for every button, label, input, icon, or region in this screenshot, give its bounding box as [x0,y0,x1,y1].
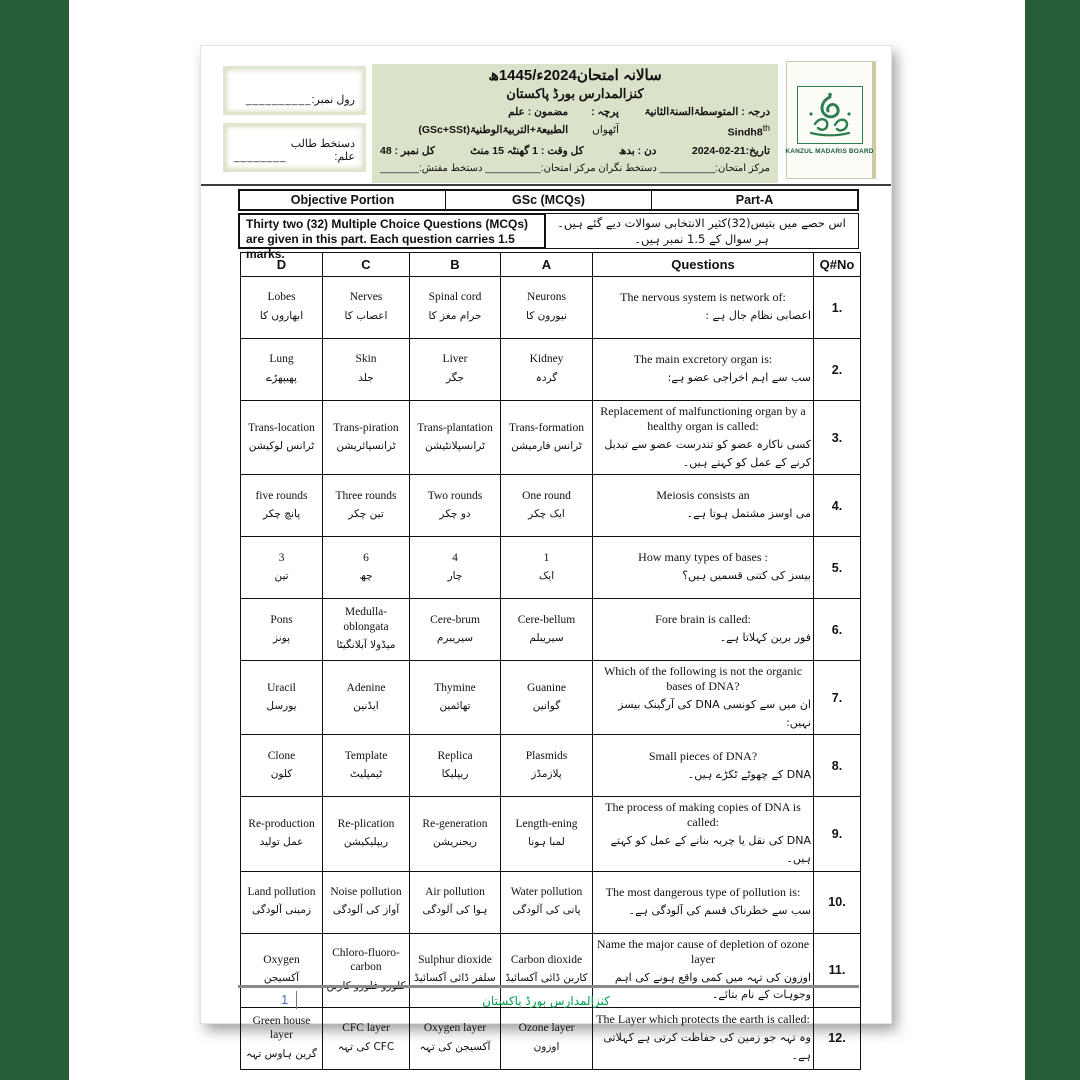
column-header-questions: Questions [593,253,814,277]
question-cell: The nervous system is network of: اعصابی نظام جال ہے : [593,277,814,339]
mcq-row [241,339,861,401]
option-a-cell: Water pollution پانی کی آلودگی [501,871,593,933]
option-c-cell: CFC layer CFC کی تہہ [323,1007,410,1069]
option-d-cell: Lobes ابھاروں کا [241,277,323,339]
mcq-row [241,475,861,537]
option-a-cell: One round ایک چکر [501,475,593,537]
column-header-b: B [410,253,501,277]
question-cell: Which of the following is not the organic bases of DNA? ان میں سے کونسی DNA کی آرگینک بیسز نہیں: [593,661,814,735]
student-signature-label: دستخط طالب علم: [290,138,355,163]
exam-schedule-line: تاریخ:21-02-2024 دن : بدھ کل وقت : 1 گھنٹہ 15 منٹ کل نمبر : 48 [380,144,770,157]
question-cell: The Layer which protects the earth is called: وہ تہہ جو زمین کی حفاظت کرتی ہے کہلاتی ہے۔ [593,1007,814,1069]
mcq-table [240,252,861,1070]
objective-portion-cell: Objective Portion [290,193,395,207]
option-b-cell: Liver جگر [410,339,501,401]
option-d-cell: Green house layer گرین ہاوس تہہ [241,1007,323,1069]
question-cell: The most dangerous type of pollution is: سب سے خطرناک قسم کی آلودگی ہے۔ [593,871,814,933]
option-d-cell: Re-production عمل تولید [241,797,323,871]
mcq-row [241,871,861,933]
option-a-cell: Cere-bellum سیریبلم [501,599,593,661]
question-cell: Meiosis consists an می اوسز مشتمل ہوتا ہے۔ [593,475,814,537]
option-c-cell: Noise pollution آواز کی آلودگی [323,871,410,933]
question-cell: Replacement of malfunctioning organ by a healthy organ is called: کسی ناکارہ عضو کو تندرست عضو سے تبدیل کرنے کے عمل کو کہتے ہیں۔ [593,401,814,475]
option-b-cell: Replica ریپلیکا [410,735,501,797]
roll-number-label: رول نمبر: [311,94,355,106]
mcq-row [241,797,861,871]
board-logo-text: KANZUL MADARIS BOARD [785,147,874,155]
mcq-header-row [241,253,861,277]
board-name-title: کنزالمدارس بورڈ پاکستان [506,85,644,101]
option-d-cell: five rounds پانچ چکر [241,475,323,537]
option-a-cell: Ozone layer اوزون [501,1007,593,1069]
option-b-cell: Cere-brum سیریبرم [410,599,501,661]
question-cell: Fore brain is called: فور برین کہلاتا ہے۔ [593,599,814,661]
option-d-cell: Clone کلون [241,735,323,797]
question-number-cell: 7. [814,661,861,735]
option-b-cell: Sulphur dioxide سلفر ڈائی آکسائیڈ [410,933,501,1007]
option-c-cell: 6 چھ [323,537,410,599]
option-b-cell: Trans-plantation ٹرانسپلانٹیشن [410,401,501,475]
exam-header-box [372,64,778,183]
question-cell: Name the major cause of depletion of ozone layer اوزون کی تہہ میں کمی واقع ہونے کی اہم وجوہات کے نام بتائے۔ [593,933,814,1007]
exam-title: سالانہ امتحان2024ء/1445ھ [488,67,662,84]
option-a-cell: Length-ening لمبا ہونا [501,797,593,871]
student-signature-box [223,123,366,172]
option-d-cell: Land pollution زمینی آلودگی [241,871,323,933]
option-a-cell: Neurons نیورون کا [501,277,593,339]
question-number-cell: 9. [814,797,861,871]
question-cell: Small pieces of DNA? DNA کے چھوٹے ٹکڑے ہیں۔ [593,735,814,797]
question-number-cell: 1. [814,277,861,339]
page-number: 1 [281,992,289,1007]
board-logo [786,61,876,179]
objective-bar [238,189,859,211]
option-d-cell: 3 تین [241,537,323,599]
option-b-cell: Oxygen layer آکسیجن کی تہہ [410,1007,501,1069]
option-c-cell: Three rounds تین چکر [323,475,410,537]
option-a-cell: Kidney گردہ [501,339,593,401]
column-header-a: A [501,253,593,277]
question-number-cell: 5. [814,537,861,599]
instruction-english: Thirty two (32) Multiple Choice Questions (MCQs) are given in this part. Each question carries 1.5 marks. [238,213,546,249]
question-cell: The process of making copies of DNA is called: DNA کی نقل یا چربہ بنانے کے عمل کو کہتے ہیں۔ [593,797,814,871]
option-b-cell: Thymine تھائمین [410,661,501,735]
student-signature-blank: ________ [234,152,287,163]
part-a-cell: Part-A [651,191,857,209]
option-b-cell: Two rounds دو چکر [410,475,501,537]
question-number-cell: 6. [814,599,861,661]
option-c-cell: Re-plication ریپلیکیشن [323,797,410,871]
instruction-urdu: اس حصے میں بتیس(32)کثیر الانتخابی سوالات دیے گئے ہیں۔ ہر سوال کے 1.5 نمبر ہیں۔ [557,215,846,246]
column-header-c: C [323,253,410,277]
footer-divider [238,985,859,988]
option-a-cell: Guanine گوانین [501,661,593,735]
option-d-cell: Uracil یورسل [241,661,323,735]
option-d-cell: Lung پھیپھڑے [241,339,323,401]
left-green-bar [0,0,69,1080]
question-number-cell: 8. [814,735,861,797]
option-b-cell: Air pollution ہوا کی آلودگی [410,871,501,933]
logo-frame [797,86,863,144]
option-d-cell: Pons پونز [241,599,323,661]
option-c-cell: Template ٹیمپلیٹ [323,735,410,797]
question-cell: How many types of bases : بیسز کی کتنی قسمیں ہیں؟ [593,537,814,599]
option-c-cell: Medulla-oblongata میڈولا آبلانگیٹا [323,599,410,661]
option-c-cell: Chloro-fluoro-carbon [323,933,410,1007]
instruction-box [238,213,859,261]
mcq-row [241,735,861,797]
option-a-cell: 1 ایک [501,537,593,599]
mcq-row [241,1007,861,1069]
exam-paper-page [200,45,892,1062]
option-b-cell: 4 چار [410,537,501,599]
question-number-cell: 4. [814,475,861,537]
column-header-qno: Q#No [814,253,861,277]
question-cell: The main excretory organ is: سب سے اہم اخراجی عضو ہے: [593,339,814,401]
option-a-cell: Trans-formation ٹرانس فارمیشن [501,401,593,475]
column-header-d: D [241,253,323,277]
option-d-cell: Trans-location ٹرانس لوکیشن [241,401,323,475]
mcq-row [241,537,861,599]
roll-number-box [223,66,366,115]
roll-number-blank: __________ [245,95,312,106]
right-green-bar [1025,0,1080,1080]
header-divider [201,184,891,186]
question-number-cell: 11. [814,933,861,1007]
option-c-cell: Trans-piration ٹرانسپائریشن [323,401,410,475]
mcq-row [241,661,861,735]
option-a-cell: Plasmids پلازمڈز [501,735,593,797]
class-info-line: درجہ : المتوسطۃالسنۃالثانیۃ Sindh8th پرچہ : آٹھواں مضمون : علم الطبیعۃ+التربیۃالوطنیۃ(GSc+SSt) [418,105,770,139]
option-b-cell: Re-generation ریجنریشن [410,797,501,871]
option-d-cell: Oxygen آکسیجن [241,933,323,1007]
option-c-cell: Skin جلد [323,339,410,401]
option-c-cell: Nerves اعصاب کا [323,277,410,339]
mcq-row [241,277,861,339]
question-number-cell: 2. [814,339,861,401]
option-a-cell: Carbon dioxide کاربن ڈائی آکسائیڈ [501,933,593,1007]
question-number-cell: 10. [814,871,861,933]
option-b-cell: Spinal cord حرام مغز کا [410,277,501,339]
mcq-row [241,401,861,475]
kanzul-calligraphy-icon [803,92,857,138]
question-number-cell: 3. [814,401,861,475]
footer-board-name: کنزالمدارس بورڈ پاکستان [482,994,610,1008]
option-c-cell: Adenine ایڈنین [323,661,410,735]
exam-center-line: مرکز امتحان:__________ دستخط نگران مرکز امتحان:__________ دستخط مفتش:_______ [380,163,770,175]
mcq-row [241,599,861,661]
gsc-mcqs-cell: GSc (MCQs) [445,191,651,209]
question-number-cell: 12. [814,1007,861,1069]
